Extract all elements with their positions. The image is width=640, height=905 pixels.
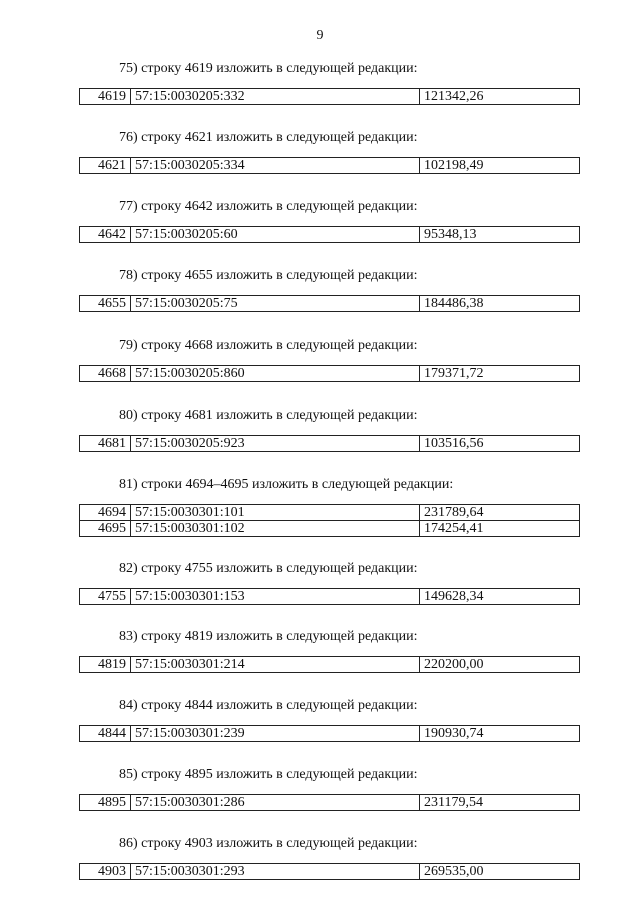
amendment-entry — [79, 337, 580, 382]
amendment-entry — [79, 835, 580, 880]
cadastral-value-cell: 174254,41 — [420, 521, 580, 537]
table-row — [80, 505, 580, 521]
amendment-instruction: 79) строку 4668 изложить в следующей редакции: — [119, 338, 418, 353]
row-number-cell: 4844 — [80, 726, 131, 742]
amendment-table — [79, 295, 580, 312]
amendment-table — [79, 365, 580, 382]
cadastral-number-cell: 57:15:0030301:102 — [131, 521, 420, 537]
cadastral-value-cell: 269535,00 — [420, 864, 580, 880]
amendment-instruction: 85) строку 4895 изложить в следующей редакции: — [119, 767, 418, 782]
cadastral-number-cell: 57:15:0030301:153 — [131, 589, 420, 605]
amendment-table — [79, 863, 580, 880]
row-number-cell: 4903 — [80, 864, 131, 880]
amendment-table — [79, 588, 580, 605]
cadastral-number-cell: 57:15:0030205:75 — [131, 296, 420, 312]
row-number-cell: 4619 — [80, 89, 131, 105]
amendment-entry — [79, 198, 580, 243]
cadastral-number-cell: 57:15:0030301:239 — [131, 726, 420, 742]
table-row — [80, 436, 580, 452]
table-row — [80, 296, 580, 312]
amendment-table — [79, 88, 580, 105]
table-row — [80, 89, 580, 105]
amendment-instruction: 75) строку 4619 изложить в следующей редакции: — [119, 61, 418, 76]
cadastral-number-cell: 57:15:0030205:60 — [131, 227, 420, 243]
amendment-instruction: 82) строку 4755 изложить в следующей редакции: — [119, 561, 418, 576]
amendment-entry — [79, 766, 580, 811]
row-number-cell: 4621 — [80, 158, 131, 174]
amendment-table — [79, 794, 580, 811]
amendment-entry — [79, 407, 580, 452]
cadastral-value-cell: 149628,34 — [420, 589, 580, 605]
row-number-cell: 4642 — [80, 227, 131, 243]
cadastral-value-cell: 231789,64 — [420, 505, 580, 521]
cadastral-value-cell: 95348,13 — [420, 227, 580, 243]
cadastral-number-cell: 57:15:0030301:214 — [131, 657, 420, 673]
amendment-entry — [79, 628, 580, 673]
amendment-instruction: 83) строку 4819 изложить в следующей редакции: — [119, 629, 418, 644]
cadastral-value-cell: 220200,00 — [420, 657, 580, 673]
amendment-entry — [79, 560, 580, 605]
table-row — [80, 158, 580, 174]
amendment-entry — [79, 267, 580, 312]
amendment-instruction: 84) строку 4844 изложить в следующей редакции: — [119, 698, 418, 713]
row-number-cell: 4655 — [80, 296, 131, 312]
amendment-instruction: 77) строку 4642 изложить в следующей редакции: — [119, 199, 418, 214]
amendment-instruction: 80) строку 4681 изложить в следующей редакции: — [119, 408, 418, 423]
cadastral-number-cell: 57:15:0030205:923 — [131, 436, 420, 452]
cadastral-number-cell: 57:15:0030301:293 — [131, 864, 420, 880]
table-row — [80, 227, 580, 243]
amendment-table — [79, 725, 580, 742]
cadastral-value-cell: 190930,74 — [420, 726, 580, 742]
cadastral-value-cell: 121342,26 — [420, 89, 580, 105]
table-row — [80, 726, 580, 742]
amendment-table — [79, 157, 580, 174]
cadastral-value-cell: 231179,54 — [420, 795, 580, 811]
row-number-cell: 4695 — [80, 521, 131, 537]
amendment-entry — [79, 476, 580, 537]
amendment-table — [79, 504, 580, 537]
amendment-entry — [79, 129, 580, 174]
row-number-cell: 4819 — [80, 657, 131, 673]
amendment-entry — [79, 60, 580, 105]
table-row — [80, 366, 580, 382]
row-number-cell: 4668 — [80, 366, 131, 382]
cadastral-value-cell: 184486,38 — [420, 296, 580, 312]
amendment-instruction: 86) строку 4903 изложить в следующей редакции: — [119, 836, 418, 851]
page-number: 9 — [316, 28, 324, 43]
table-row — [80, 657, 580, 673]
table-row — [80, 521, 580, 537]
row-number-cell: 4694 — [80, 505, 131, 521]
cadastral-value-cell: 103516,56 — [420, 436, 580, 452]
table-row — [80, 589, 580, 605]
amendment-table — [79, 656, 580, 673]
cadastral-value-cell: 102198,49 — [420, 158, 580, 174]
amendment-entry — [79, 697, 580, 742]
cadastral-number-cell: 57:15:0030205:860 — [131, 366, 420, 382]
cadastral-number-cell: 57:15:0030205:334 — [131, 158, 420, 174]
row-number-cell: 4681 — [80, 436, 131, 452]
cadastral-number-cell: 57:15:0030301:286 — [131, 795, 420, 811]
amendment-instruction: 81) строки 4694–4695 изложить в следующей редакции: — [119, 477, 454, 492]
table-row — [80, 864, 580, 880]
amendment-instruction: 78) строку 4655 изложить в следующей редакции: — [119, 268, 418, 283]
cadastral-number-cell: 57:15:0030301:101 — [131, 505, 420, 521]
amendment-table — [79, 226, 580, 243]
cadastral-value-cell: 179371,72 — [420, 366, 580, 382]
table-row — [80, 795, 580, 811]
row-number-cell: 4895 — [80, 795, 131, 811]
cadastral-number-cell: 57:15:0030205:332 — [131, 89, 420, 105]
amendment-instruction: 76) строку 4621 изложить в следующей редакции: — [119, 130, 418, 145]
row-number-cell: 4755 — [80, 589, 131, 605]
amendment-table — [79, 435, 580, 452]
